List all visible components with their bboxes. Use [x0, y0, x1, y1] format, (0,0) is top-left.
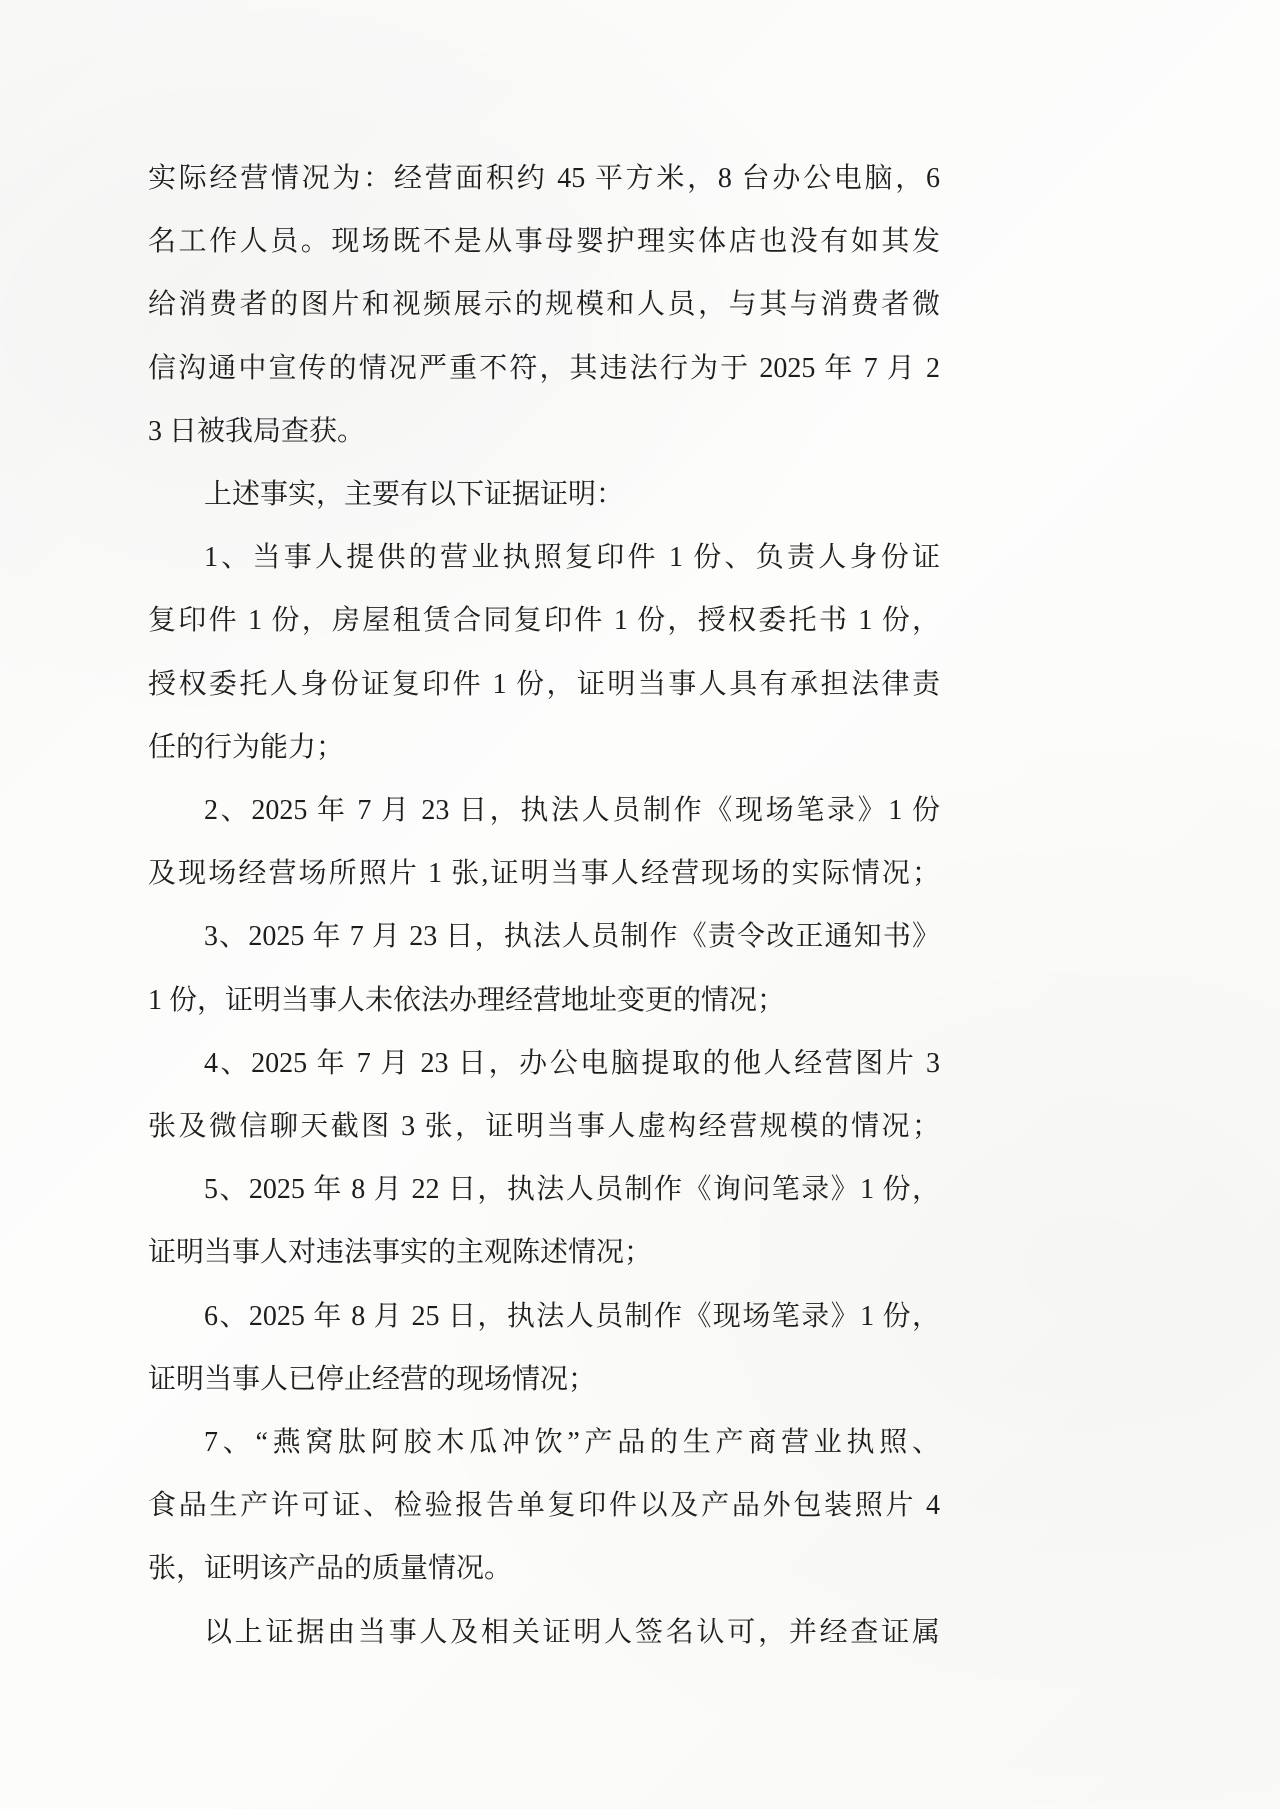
text-line: 上述事实，主要有以下证据证明：: [204, 479, 625, 511]
text-line: 2、2025 年 7 月 23 日，执法人员制作《现场笔录》1 份: [204, 795, 940, 827]
text-line: 任的行为能力；: [148, 731, 345, 763]
text-line: 食品生产许可证、检验报告单复印件以及产品外包装照片 4: [148, 1490, 940, 1522]
text-line: 复印件 1 份，房屋租赁合同复印件 1 份，授权委托书 1 份，: [148, 605, 940, 637]
text-line: 给消费者的图片和视频展示的规模和人员，与其与消费者微: [148, 289, 940, 321]
text-line: 7、“燕窝肽阿胶木瓜冲饮”产品的生产商营业执照、: [204, 1427, 940, 1459]
text-line: 信沟通中宣传的情况严重不符，其违法行为于 2025 年 7 月 2: [148, 352, 940, 384]
text-line: 证明当事人对违法事实的主观陈述情况；: [148, 1237, 653, 1269]
text-line: 名工作人员。现场既不是从事母婴护理实体店也没有如其发: [148, 226, 940, 258]
text-line: 6、2025 年 8 月 25 日，执法人员制作《现场笔录》1 份，: [204, 1300, 940, 1332]
text-line: 及现场经营场所照片 1 张,证明当事人经营现场的实际情况；: [148, 858, 940, 890]
text-line: 1 份，证明当事人未依法办理经营地址变更的情况；: [148, 984, 786, 1016]
text-line: 授权委托人身份证复印件 1 份，证明当事人具有承担法律责: [148, 668, 940, 700]
text-line: 以上证据由当事人及相关证明人签名认可，并经查证属: [204, 1616, 940, 1648]
document-body: [148, 147, 940, 1664]
text-line: 证明当事人已停止经营的现场情况；: [148, 1363, 597, 1395]
text-line: 3 日被我局查获。: [148, 415, 366, 447]
text-line: 张，证明该产品的质量情况。: [148, 1553, 513, 1585]
text-line: 5、2025 年 8 月 22 日，执法人员制作《询问笔录》1 份，: [204, 1174, 940, 1206]
text-line: 实际经营情况为：经营面积约 45 平方米，8 台办公电脑，6: [148, 163, 940, 194]
text-line: 1、当事人提供的营业执照复印件 1 份、负责人身份证: [204, 542, 940, 574]
text-line: 张及微信聊天截图 3 张，证明当事人虚构经营规模的情况；: [148, 1111, 940, 1143]
text-line: 3、2025 年 7 月 23 日，执法人员制作《责令改正通知书》: [204, 921, 940, 953]
text-line: 4、2025 年 7 月 23 日，办公电脑提取的他人经营图片 3: [204, 1047, 940, 1079]
